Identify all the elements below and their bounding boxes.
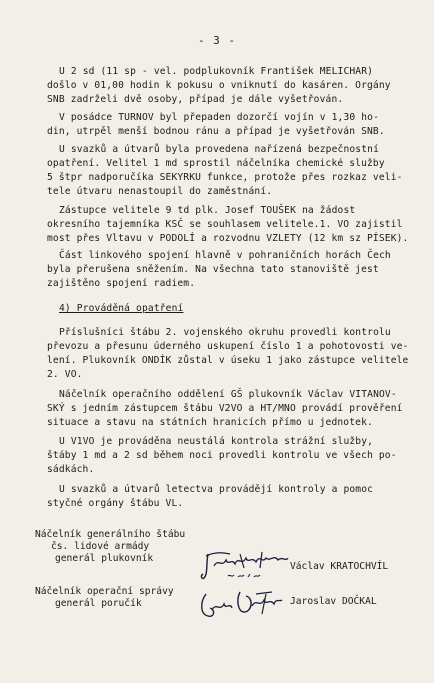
- text-line: most přes Vltavu v PODOLÍ a rozvodnu VZLETY (12 km sz PÍSEK).: [47, 233, 409, 244]
- text-line: převozu a přesunu úderného uskupení číslo 1 a pohotovosti ve-: [47, 341, 409, 352]
- text-line: byla přerušena sněžením. Na všechna tato stanoviště jest: [47, 264, 379, 275]
- handwritten-signature-kratochvil: [200, 548, 292, 586]
- text-line: došlo v 01,00 hodin k pokusu o vniknutí do kasáren. Orgány: [47, 80, 391, 91]
- text-line: lení. Plukovník ONDÍK zůstal v úseku 1 jako zástupce velitele: [47, 355, 409, 366]
- text-line: U 2 sd (11 sp - vel. podplukovník František MELICHAR): [59, 66, 374, 77]
- text-line: okresního tajemníka KSČ se souhlasem velitele.1. VO zajistil: [47, 219, 403, 230]
- signatory-title-line: generál poručík: [55, 598, 142, 609]
- text-line: sádkách.: [47, 464, 95, 475]
- signatory-title-line: Náčelník generálního štábu: [35, 529, 186, 540]
- page-number: - 3 -: [197, 34, 237, 47]
- signatory-title-line: generál plukovník: [55, 553, 154, 564]
- text-line: tele útvaru nenastoupil do zaměstnání.: [47, 186, 273, 197]
- text-line: SNB zadrželi dvě osoby, případ je dále vyšetřován.: [47, 94, 344, 105]
- text-line: U svazků a útvarů byla provedena nařízená bezpečnostní: [59, 144, 379, 155]
- text-line: styčné orgány štábu VL.: [47, 498, 184, 509]
- section-heading: 4) Prováděná opatření: [59, 303, 184, 314]
- text-line: situace a stavu na státních hranicích přímo u jednotek.: [47, 417, 373, 428]
- text-line: din, utrpěl menší bodnou ránu a případ je vyšetřován SNB.: [47, 126, 385, 137]
- text-line: SKÝ s jedním zástupcem štábu V2VO a HT/MNO provádí prověření: [47, 403, 403, 414]
- signatory-name: Václav KRATOCHVÍL: [290, 561, 389, 572]
- text-line: štáby 1 md a 2 sd během noci provedli kontrolu ve všech po-: [47, 450, 397, 461]
- text-line: Příslušníci štábu 2. vojenského okruhu provedli kontrolu: [59, 327, 391, 338]
- text-line: 2. VO.: [47, 369, 83, 380]
- text-line: Část linkového spojení hlavně v pohraničních horách Čech: [59, 250, 391, 261]
- text-line: U svazků a útvarů letectva provádějí kontroly a pomoc: [59, 484, 374, 495]
- text-line: zajištěno spojení radiem.: [47, 278, 196, 289]
- handwritten-signature-dockal: [196, 588, 284, 624]
- text-line: U V1VO je prováděna neustálá kontrola strážní služby,: [59, 436, 374, 447]
- signatory-title-line: Náčelník operační správy: [35, 586, 174, 597]
- text-line: opatření. Velitel 1 md sprostil náčelníka chemické služby: [47, 158, 385, 169]
- signatory-name: Jaroslav DOČKAL: [290, 596, 377, 607]
- text-line: Náčelník operačního oddělení GŠ plukovník Václav VITANOV-: [59, 389, 397, 400]
- text-line: 5 štpr nadporučíka SEKYRKU funkce, protože přes rozkaz veli-: [47, 172, 403, 183]
- text-line: Zástupce velitele 9 td plk. Josef TOUŠEK na žádost: [59, 205, 356, 216]
- signatory-title-line: čs. lidové armády: [51, 541, 150, 552]
- text-line: V posádce TURNOV byl přepaden dozorčí vojín v 1,30 ho-: [59, 112, 379, 123]
